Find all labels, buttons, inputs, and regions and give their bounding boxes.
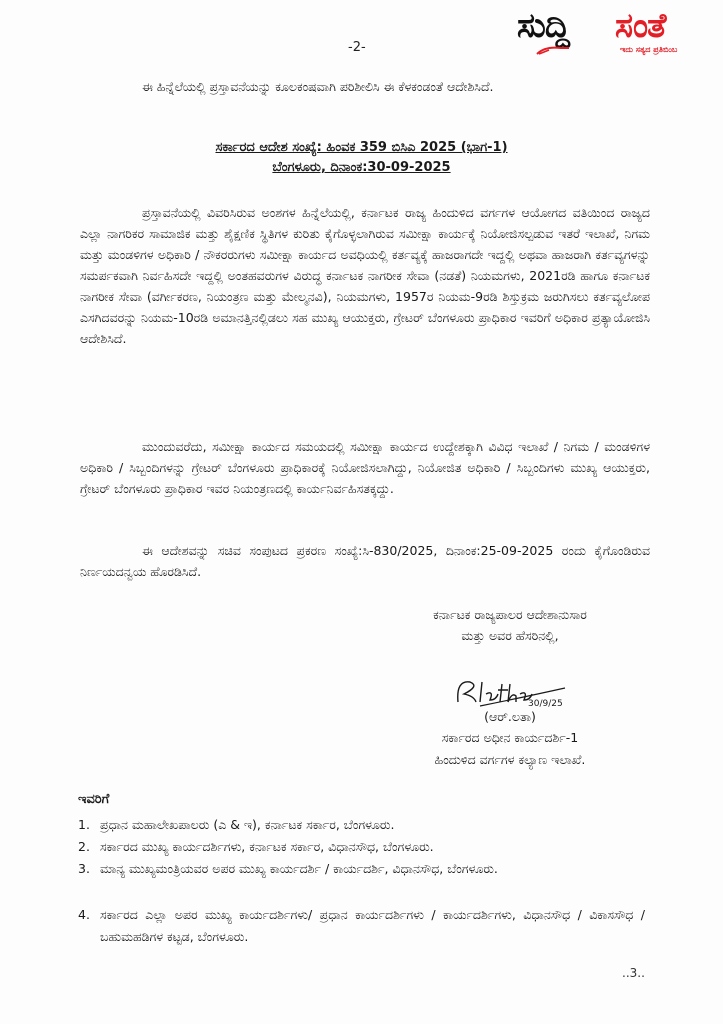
page-number: -2- (348, 40, 366, 55)
paragraph-text: ಮುಂದುವರೆದು, ಸಮೀಕ್ಷಾ ಕಾರ್ಯದ ಸಮಯದಲ್ಲಿ ಸಮೀಕ್ಷಾ ಕಾರ್ಯದ ಉದ್ದೇಶಕ್ಕಾಗಿ ವಿವಿಧ ಇಲಾಖೆ / ನಿಗಮ / ಮಂಡಳಿಗಳ ಅಧಿಕಾರಿ / ಸಿಬ್ಬಂದಿಗಳನ್ನು ಗ್ರೇಟರ್ ಬೆಂಗಳೂರು ಪ್ರಾಧಿಕಾರಕ್ಕೆ ನಿಯೋಜಿಸಲಾಗಿದ್ದು, ನಿಯೋಜಿತ ಅಧಿಕಾರಿ / ಸಿಬ್ಬಂದಿಗಳು ಮುಖ್ಯ ಆಯುಕ್ತರು, ಗ್ರೇಟರ್ ಬೆಂಗಳೂರು ಪ್ರಾಧಿಕಾರ ಇವರ ನಿಯಂತ್ರಣದಲ್ಲಿ ಕಾರ್ಯನಿರ್ವಹಿಸತಕ್ಕದ್ದು. (80, 439, 650, 496)
logo-tagline: ಇದು ಸತ್ಯದ ಪ್ರತಿಬಿಂಬ (620, 45, 678, 54)
recipient-number: 4. (78, 907, 90, 922)
paragraph-text: ಪ್ರಸ್ತಾವನೆಯಲ್ಲಿ ವಿವರಿಸಿರುವ ಅಂಶಗಳ ಹಿನ್ನೆಲೆಯಲ್ಲಿ, ಕರ್ನಾಟಕ ರಾಜ್ಯ ಹಿಂದುಳಿದ ವರ್ಗಗಳ ಆಯೋಗದ ವತಿಯಿಂದ ರಾಜ್ಯದ ಎಲ್ಲಾ ನಾಗರಿಕರ ಸಾಮಾಜಿಕ ಮತ್ತು ಶೈಕ್ಷಣಿಕ ಸ್ಥಿತಿಗಳ ಕುರಿತು ಕೈಗೊಳ್ಳಲಾಗಿರುವ ಸಮೀಕ್ಷಾ ಕಾರ್ಯಕ್ಕೆ ನಿಯೋಜಿಸಲ್ಪಡುವ ಇತರೆ ಇಲಾಖೆ, ನಿಗಮ ಮತ್ತು ಮಂಡಳಿಗಳ ಅಧಿಕಾರಿ / ನೌಕರರುಗಳು ಸಮೀಕ್ಷಾ ಕಾರ್ಯದ ಅವಧಿಯಲ್ಲಿ ಕರ್ತವ್ಯಕ್ಕೆ ಹಾಜರಾಗದೇ ಇದ್ದಲ್ಲಿ ಅಥವಾ ಹಾಜರಾಗಿ ಕರ್ತವ್ಯಗಳನ್ನು ಸಮರ್ಪಕವಾಗಿ ನಿರ್ವಹಿಸದೇ ಇದ್ದಲ್ಲಿ ಅಂತಹವರುಗಳ ವಿರುದ್ಧ ಕರ್ನಾಟಕ ನಾಗರೀಕ ಸೇವಾ (ನಡತೆ) ನಿಯಮಗಳು, 2021ರಡಿ ಹಾಗೂ ಕರ್ನಾಟಕ ನಾಗರೀಕ ಸೇವಾ (ವರ್ಗೀಕರಣ, ನಿಯಂತ್ರಣ ಮತ್ತು ಮೇಲ್ಮನವಿ), ನಿಯಮಗಳು, 1957ರ ನಿಯಮ-9ರಡಿ ಶಿಸ್ತುಕ್ರಮ ಜರುಗಿಸಲು ಕರ್ತವ್ಯಲೋಪ ಎಸಗಿದವರನ್ನು ನಿಯಮ-10ರಡಿ ಅಮಾನತ್ತಿನಲ್ಲಿಡಲು ಸಹ ಮುಖ್ಯ ಆಯುಕ್ತರು, ಗ್ರೇಟರ್ ಬೆಂಗಳೂರು ಪ್ರಾಧಿಕಾರ ಇವರಿಗೆ ಅಧಿಕಾರ ಪ್ರತ್ಯಾಯೋಜಿಸಿ ಆದೇಶಿಸಿದೆ. (80, 205, 650, 346)
paragraph-text: ಈ ಆದೇಶವನ್ನು ಸಚಿವ ಸಂಪುಟದ ಪ್ರಕರಣ ಸಂಖ್ಯೆ:ಸಿ-830/2025, ದಿನಾಂಕ:25-09-2025 ರಂದು ಕೈಗೊಂಡಿರುವ ನಿರ್ಣಯದನ್ವಯ ಹೊರಡಿಸಿದೆ. (80, 543, 650, 579)
body-paragraph-2 (80, 436, 650, 499)
logo-word-suddi: ಸುದ್ದಿ (517, 6, 569, 46)
signatory-designation: ಸರ್ಕಾರದ ಅಧೀನ ಕಾರ್ಯದರ್ಶಿ-1 (441, 730, 579, 745)
watermark-logo (515, 6, 720, 56)
recipient-text: ಸರ್ಕಾರದ ಎಲ್ಲಾ ಅಪರ ಮುಖ್ಯ ಕಾರ್ಯದರ್ಶಿಗಳು/ ಪ್ರಧಾನ ಕಾರ್ಯದರ್ಶಿಗಳು / ಕಾರ್ಯದರ್ಶಿಗಳು, ವಿಧಾನಸೌಧ / ವಿಕಾಸಸೌಧ / ಬಹುಮಹಡಿಗಳ ಕಟ್ಟಡ, ಬೆಂಗಳೂರು. (100, 907, 645, 944)
intro-paragraph (80, 76, 650, 97)
continuation-marker: ..3.. (622, 966, 645, 980)
body-paragraph-3 (80, 540, 650, 582)
signature-date: 30/9/25 (528, 699, 563, 709)
recipient-number: 2. (78, 839, 90, 854)
order-date-heading: ಬೆಂಗಳೂರು, ದಿನಾಂಕ:30-09-2025 (272, 160, 451, 175)
authority-line-2: ಮತ್ತು ಅವರ ಹೆಸರಿನಲ್ಲಿ, (461, 628, 559, 643)
recipient-text: ಪ್ರಧಾನ ಮಹಾಲೇಖಪಾಲರು (ಎ & ಇ), ಕರ್ನಾಟಕ ಸರ್ಕಾರ, ಬೆಂಗಳೂರು. (100, 817, 395, 832)
recipient-number: 3. (78, 861, 90, 876)
recipient-item (78, 904, 653, 948)
recipient-number: 1. (78, 817, 90, 832)
recipient-text: ಸರ್ಕಾರದ ಮುಖ್ಯ ಕಾರ್ಯದರ್ಶಿಗಳು, ಕರ್ನಾಟಕ ಸರ್ಕಾರ, ವಿಧಾನಸೌಧ, ಬೆಂಗಳೂರು. (100, 839, 434, 854)
body-paragraph-1 (80, 202, 650, 349)
signatory-name: (ಆರ್.ಲತಾ) (484, 709, 536, 724)
authority-line-1: ಕರ್ನಾಟಕ ರಾಜ್ಯಪಾಲರ ಆದೇಶಾನುಸಾರ (433, 607, 587, 622)
logo-word-sante: ಸಂತೆ (615, 6, 666, 46)
recipient-text: ಮಾನ್ಯ ಮುಖ್ಯಮಂತ್ರಿಯವರ ಅಪರ ಮುಖ್ಯ ಕಾರ್ಯದರ್ಶಿ / ಕಾರ್ಯದರ್ಶಿ, ವಿಧಾನಸೌಧ, ಬೆಂಗಳೂರು. (100, 861, 498, 876)
recipient-item (78, 858, 653, 880)
recipient-item (78, 836, 653, 858)
intro-text: ಈ ಹಿನ್ನೆಲೆಯಲ್ಲಿ ಪ್ರಸ್ತಾವನೆಯನ್ನು ಕೂಲಕಂಷವಾಗಿ ಪರಿಶೀಲಿಸಿ ಈ ಕೆಳಕಂಡಂತೆ ಆದೇಶಿಸಿದೆ. (142, 79, 494, 94)
recipients-title: ಇವರಿಗೆ (78, 792, 110, 807)
signatory-department: ಹಿಂದುಳಿದ ವರ್ಗಗಳ ಕಲ್ಯಾಣ ಇಲಾಖೆ. (434, 752, 586, 767)
order-number-heading: ಸರ್ಕಾರದ ಆದೇಶ ಸಂಖ್ಯೆ: ಹಿಂವಕ 359 ಬಿಸಿಎ 2025 (ಭಾಗ-1) (215, 140, 508, 155)
pen-icon (535, 44, 571, 56)
recipient-item (78, 814, 653, 836)
